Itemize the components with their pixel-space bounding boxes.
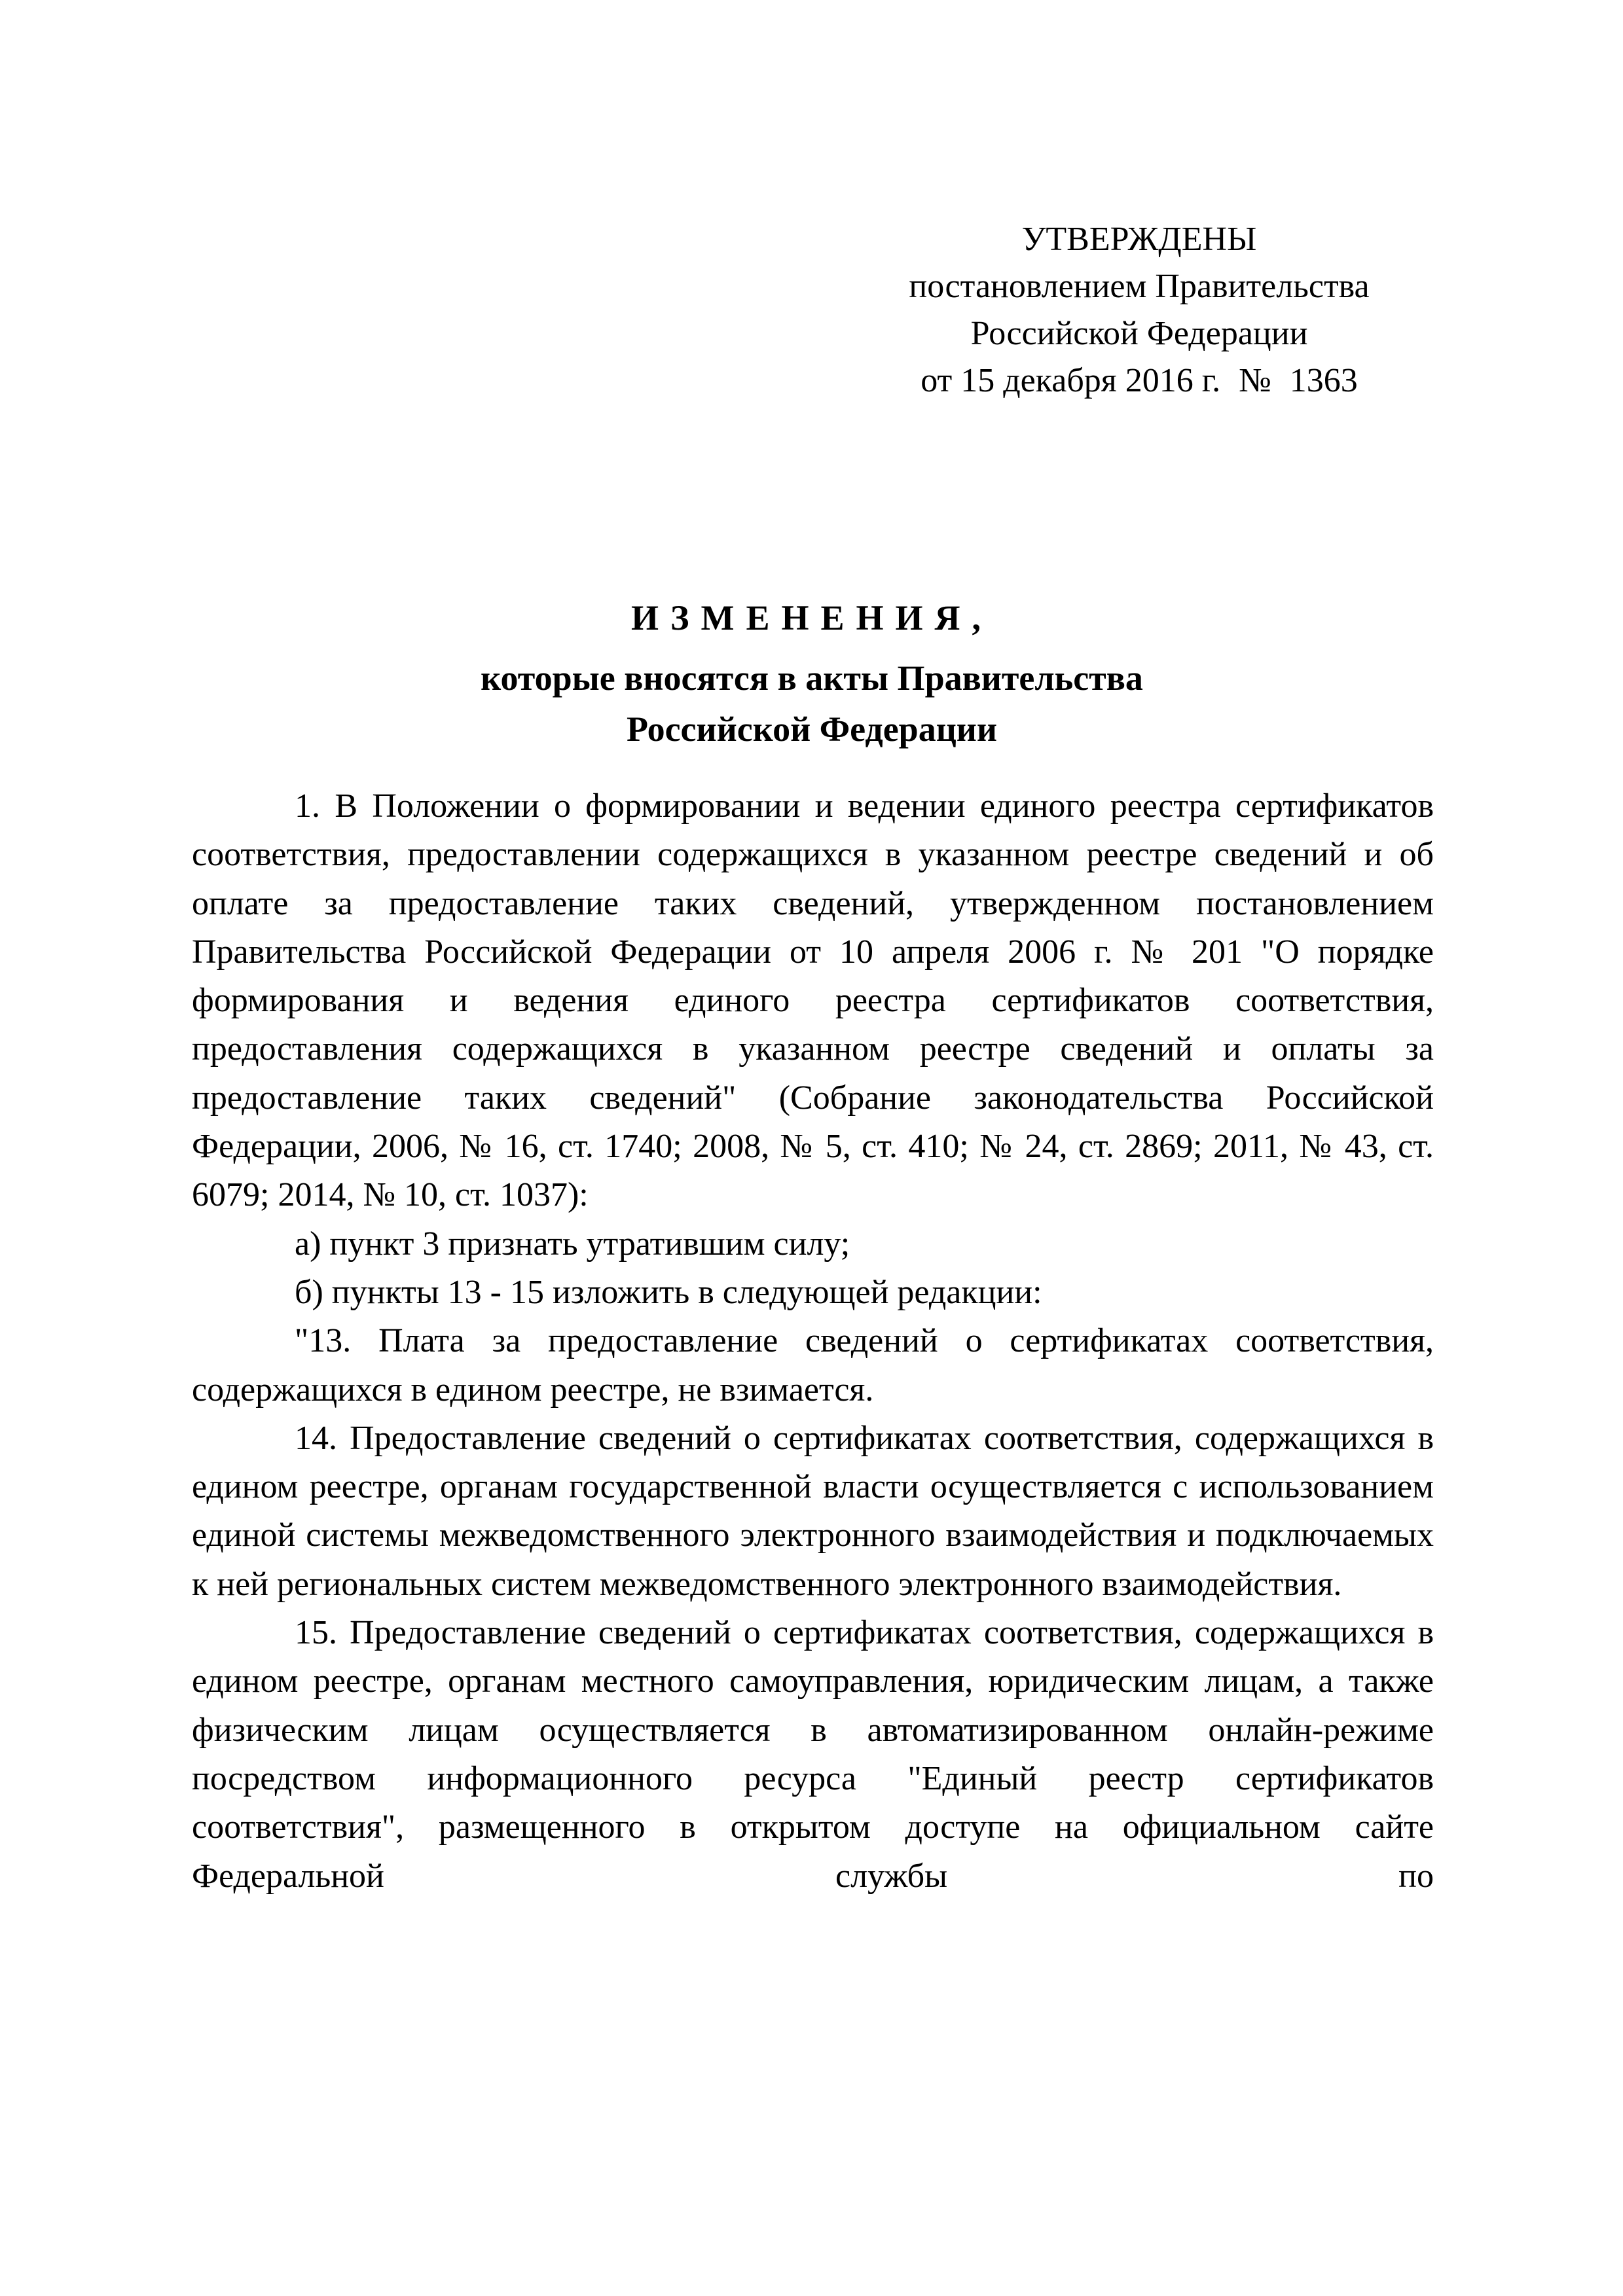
approval-date-line	[838, 357, 1440, 404]
paragraph-item-a: а) пункт 3 признать утратившим силу;	[295, 1225, 850, 1263]
paragraph-item-b: б) пункты 13 - 15 изложить в следующей редакции:	[295, 1273, 1042, 1311]
approval-stamp	[838, 216, 1440, 404]
paragraph-point-13: "13. Плата за предоставление сведений о сертификатах соответствия, содержащихся в едином реестре, не взимается.	[192, 1322, 1434, 1408]
approval-date: от 15 декабря 2016 г.	[921, 362, 1221, 399]
approval-line-1: постановлением Правительства	[909, 268, 1370, 305]
document-body	[192, 782, 1434, 1901]
approval-line-2: Российской Федерации	[970, 315, 1308, 352]
approval-number: 1363	[1289, 362, 1358, 399]
approval-title: УТВЕРЖДЕНЫ	[1021, 221, 1257, 258]
document-heading	[190, 592, 1434, 755]
approval-number-sign: №	[1239, 362, 1271, 399]
paragraph-1: 1. В Положении о формировании и ведении единого реестра сертификатов соответствия, предоставлении содержащихся в указанном реестре сведений и об оплате за предоставление таких сведений, утвержденном постановлением Правительства Российской Федерации от 10 апреля 2006 г. № 201 "О порядке формирования и ведения единого реестра сертификатов соответствия, предоставления содержащихся в указанном реестре сведений и оплаты за предоставление таких сведений" (Собрание законодательства Российской Федерации, 2006, № 16, ст. 1740; 2008, № 5, ст. 410; № 24, ст. 2869; 2011, № 43, ст. 6079; 2014, № 10, ст. 1037):	[192, 787, 1434, 1214]
heading-subtitle-line-2: Российской Федерации	[626, 709, 998, 749]
heading-subtitle-line-1: которые вносятся в акты Правительства	[481, 658, 1143, 698]
heading-title: ИЗМЕНЕНИЯ,	[630, 598, 993, 637]
paragraph-point-14: 14. Предоставление сведений о сертификатах соответствия, содержащихся в едином реестре, органам государственной власти осуществляется с использованием единой системы межведомственного электронного взаимодействия и подключаемых к ней региональных систем межведомственного электронного взаимодействия.	[192, 1419, 1434, 1603]
paragraph-point-15: 15. Предоставление сведений о сертификатах соответствия, содержащихся в едином реестре, органам местного самоуправления, юридическим лицам, а также физическим лицам осуществляется в автоматизированном онлайн-режиме посредством информационного ресурса "Единый реестр сертификатов соответствия", размещенного в открытом доступе на официальном сайте Федеральной службы по	[192, 1614, 1434, 1895]
